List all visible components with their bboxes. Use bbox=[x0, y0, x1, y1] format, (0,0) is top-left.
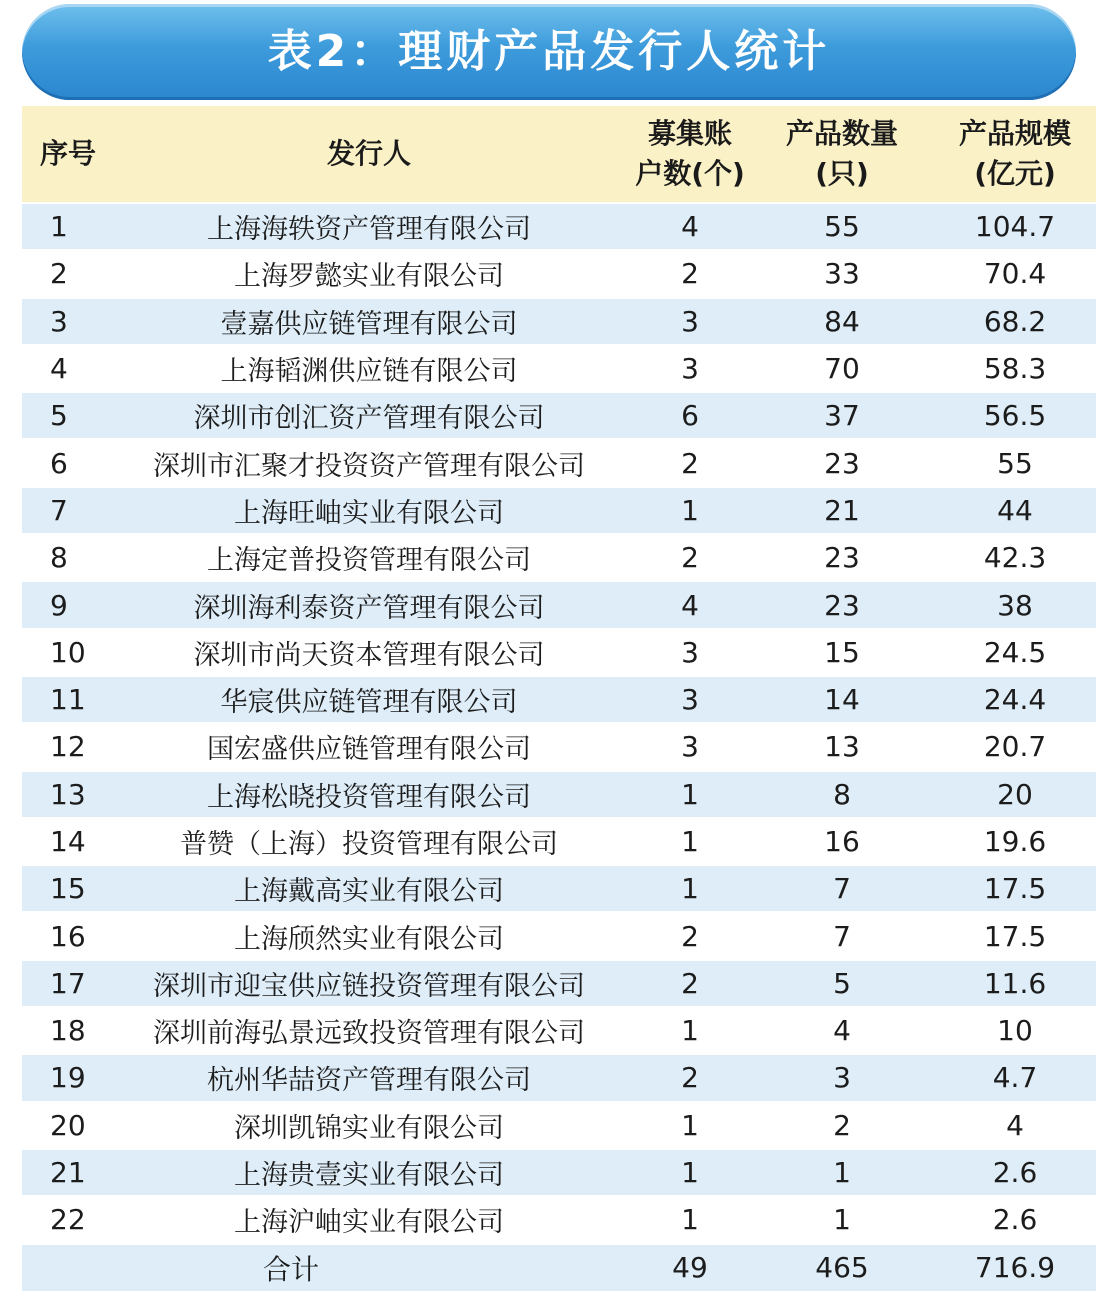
row-scale: 70.4 bbox=[934, 251, 1096, 296]
row-scale: 2.6 bbox=[934, 1150, 1096, 1195]
table-row bbox=[22, 1197, 1096, 1242]
row-accounts: 1 bbox=[630, 772, 750, 817]
row-scale: 2.6 bbox=[934, 1197, 1096, 1242]
row-scale: 58.3 bbox=[934, 346, 1096, 391]
total-count: 465 bbox=[750, 1245, 934, 1291]
table-row bbox=[22, 913, 1096, 958]
row-scale: 38 bbox=[934, 582, 1096, 627]
table-title: 表2：理财产品发行人统计 bbox=[267, 26, 831, 77]
row-scale: 17.5 bbox=[934, 866, 1096, 911]
table-row bbox=[22, 251, 1096, 296]
row-issuer: 上海旺岫实业有限公司 bbox=[108, 488, 630, 533]
row-scale: 20.7 bbox=[934, 724, 1096, 769]
row-accounts: 2 bbox=[630, 440, 750, 485]
row-issuer: 上海定普投资管理有限公司 bbox=[108, 535, 630, 580]
row-accounts: 2 bbox=[630, 535, 750, 580]
row-scale: 10 bbox=[934, 1008, 1096, 1053]
table-row bbox=[22, 488, 1096, 533]
row-issuer: 深圳凯锦实业有限公司 bbox=[108, 1103, 630, 1148]
row-index: 14 bbox=[22, 819, 108, 864]
row-issuer: 上海沪岫实业有限公司 bbox=[108, 1197, 630, 1242]
row-accounts: 3 bbox=[630, 677, 750, 722]
header-count-line2: (只) bbox=[815, 157, 869, 190]
header-count bbox=[750, 106, 934, 202]
row-count: 23 bbox=[750, 535, 934, 580]
row-accounts: 3 bbox=[630, 630, 750, 675]
table-row bbox=[22, 393, 1096, 438]
row-count: 33 bbox=[750, 251, 934, 296]
row-scale: 19.6 bbox=[934, 819, 1096, 864]
row-index: 10 bbox=[22, 630, 108, 675]
row-count: 1 bbox=[750, 1150, 934, 1195]
row-count: 15 bbox=[750, 630, 934, 675]
row-count: 4 bbox=[750, 1008, 934, 1053]
row-scale: 56.5 bbox=[934, 393, 1096, 438]
row-issuer: 深圳市尚天资本管理有限公司 bbox=[108, 630, 630, 675]
header-index: 序号 bbox=[22, 106, 108, 202]
row-index: 6 bbox=[22, 440, 108, 485]
row-issuer: 深圳海利泰资产管理有限公司 bbox=[108, 582, 630, 627]
row-scale: 11.6 bbox=[934, 961, 1096, 1006]
header-accounts bbox=[630, 106, 750, 202]
row-count: 23 bbox=[750, 440, 934, 485]
row-issuer: 深圳市汇聚才投资资产管理有限公司 bbox=[108, 440, 630, 485]
row-scale: 44 bbox=[934, 488, 1096, 533]
row-index: 1 bbox=[22, 204, 108, 249]
header-scale bbox=[934, 106, 1096, 202]
row-issuer: 上海戴高实业有限公司 bbox=[108, 866, 630, 911]
row-issuer: 华宸供应链管理有限公司 bbox=[108, 677, 630, 722]
row-count: 7 bbox=[750, 913, 934, 958]
row-accounts: 1 bbox=[630, 1150, 750, 1195]
header-issuer: 发行人 bbox=[108, 106, 630, 202]
table-row bbox=[22, 1055, 1096, 1100]
row-count: 37 bbox=[750, 393, 934, 438]
row-scale: 68.2 bbox=[934, 299, 1096, 344]
row-index: 22 bbox=[22, 1197, 108, 1242]
row-scale: 24.4 bbox=[934, 677, 1096, 722]
row-accounts: 4 bbox=[630, 582, 750, 627]
row-count: 5 bbox=[750, 961, 934, 1006]
row-scale: 42.3 bbox=[934, 535, 1096, 580]
row-count: 70 bbox=[750, 346, 934, 391]
total-accounts: 49 bbox=[630, 1245, 750, 1291]
total-scale: 716.9 bbox=[934, 1245, 1096, 1291]
table-row bbox=[22, 677, 1096, 722]
row-accounts: 1 bbox=[630, 1103, 750, 1148]
total-label: 合计 bbox=[22, 1245, 630, 1291]
header-accounts-line1: 募集账 bbox=[647, 117, 732, 150]
row-count: 23 bbox=[750, 582, 934, 627]
row-issuer: 国宏盛供应链管理有限公司 bbox=[108, 724, 630, 769]
row-index: 15 bbox=[22, 866, 108, 911]
row-scale: 20 bbox=[934, 772, 1096, 817]
row-index: 16 bbox=[22, 913, 108, 958]
row-scale: 24.5 bbox=[934, 630, 1096, 675]
row-issuer: 普赞（上海）投资管理有限公司 bbox=[108, 819, 630, 864]
row-count: 2 bbox=[750, 1103, 934, 1148]
row-count: 84 bbox=[750, 299, 934, 344]
row-scale: 55 bbox=[934, 440, 1096, 485]
row-issuer: 上海松晓投资管理有限公司 bbox=[108, 772, 630, 817]
row-issuer: 上海韬渊供应链有限公司 bbox=[108, 346, 630, 391]
header-scale-line1: 产品规模 bbox=[958, 117, 1071, 150]
issuer-table bbox=[22, 104, 1096, 1293]
header-scale-line2: (亿元) bbox=[974, 157, 1056, 190]
row-index: 7 bbox=[22, 488, 108, 533]
row-issuer: 上海罗懿实业有限公司 bbox=[108, 251, 630, 296]
row-index: 2 bbox=[22, 251, 108, 296]
row-accounts: 3 bbox=[630, 724, 750, 769]
row-index: 9 bbox=[22, 582, 108, 627]
row-scale: 4 bbox=[934, 1103, 1096, 1148]
table-row bbox=[22, 299, 1096, 344]
row-issuer: 深圳市迎宝供应链投资管理有限公司 bbox=[108, 961, 630, 1006]
row-accounts: 3 bbox=[630, 346, 750, 391]
row-issuer: 上海颀然实业有限公司 bbox=[108, 913, 630, 958]
row-accounts: 4 bbox=[630, 204, 750, 249]
row-accounts: 1 bbox=[630, 1197, 750, 1242]
row-accounts: 2 bbox=[630, 913, 750, 958]
row-count: 55 bbox=[750, 204, 934, 249]
row-index: 12 bbox=[22, 724, 108, 769]
row-index: 19 bbox=[22, 1055, 108, 1100]
row-accounts: 6 bbox=[630, 393, 750, 438]
row-index: 17 bbox=[22, 961, 108, 1006]
title-banner bbox=[22, 4, 1076, 100]
row-index: 3 bbox=[22, 299, 108, 344]
row-index: 21 bbox=[22, 1150, 108, 1195]
table-row bbox=[22, 772, 1096, 817]
row-index: 8 bbox=[22, 535, 108, 580]
table-row bbox=[22, 819, 1096, 864]
table-row bbox=[22, 630, 1096, 675]
row-accounts: 2 bbox=[630, 961, 750, 1006]
row-scale: 17.5 bbox=[934, 913, 1096, 958]
row-issuer: 上海贵壹实业有限公司 bbox=[108, 1150, 630, 1195]
row-index: 20 bbox=[22, 1103, 108, 1148]
table-row bbox=[22, 582, 1096, 627]
row-count: 13 bbox=[750, 724, 934, 769]
header-count-line1: 产品数量 bbox=[785, 117, 898, 150]
row-accounts: 3 bbox=[630, 299, 750, 344]
table-row bbox=[22, 346, 1096, 391]
row-count: 1 bbox=[750, 1197, 934, 1242]
table-row bbox=[22, 961, 1096, 1006]
row-accounts: 1 bbox=[630, 1008, 750, 1053]
row-accounts: 2 bbox=[630, 251, 750, 296]
table-row bbox=[22, 204, 1096, 249]
row-count: 14 bbox=[750, 677, 934, 722]
row-issuer: 上海海轶资产管理有限公司 bbox=[108, 204, 630, 249]
table-row bbox=[22, 440, 1096, 485]
row-issuer: 杭州华喆资产管理有限公司 bbox=[108, 1055, 630, 1100]
row-index: 5 bbox=[22, 393, 108, 438]
table-row bbox=[22, 535, 1096, 580]
row-issuer: 深圳市创汇资产管理有限公司 bbox=[108, 393, 630, 438]
row-count: 3 bbox=[750, 1055, 934, 1100]
header-row bbox=[22, 106, 1096, 202]
row-scale: 4.7 bbox=[934, 1055, 1096, 1100]
table-row bbox=[22, 1103, 1096, 1148]
row-accounts: 1 bbox=[630, 819, 750, 864]
row-count: 7 bbox=[750, 866, 934, 911]
header-accounts-line2: 户数(个) bbox=[635, 157, 745, 190]
row-count: 21 bbox=[750, 488, 934, 533]
table-row bbox=[22, 1008, 1096, 1053]
row-index: 4 bbox=[22, 346, 108, 391]
table-row bbox=[22, 724, 1096, 769]
row-scale: 104.7 bbox=[934, 204, 1096, 249]
row-index: 18 bbox=[22, 1008, 108, 1053]
row-count: 8 bbox=[750, 772, 934, 817]
table-row bbox=[22, 866, 1096, 911]
row-accounts: 1 bbox=[630, 488, 750, 533]
row-accounts: 2 bbox=[630, 1055, 750, 1100]
row-index: 13 bbox=[22, 772, 108, 817]
row-issuer: 深圳前海弘景远致投资管理有限公司 bbox=[108, 1008, 630, 1053]
row-index: 11 bbox=[22, 677, 108, 722]
total-row bbox=[22, 1245, 1096, 1291]
row-issuer: 壹嘉供应链管理有限公司 bbox=[108, 299, 630, 344]
row-accounts: 1 bbox=[630, 866, 750, 911]
row-count: 16 bbox=[750, 819, 934, 864]
table-row bbox=[22, 1150, 1096, 1195]
